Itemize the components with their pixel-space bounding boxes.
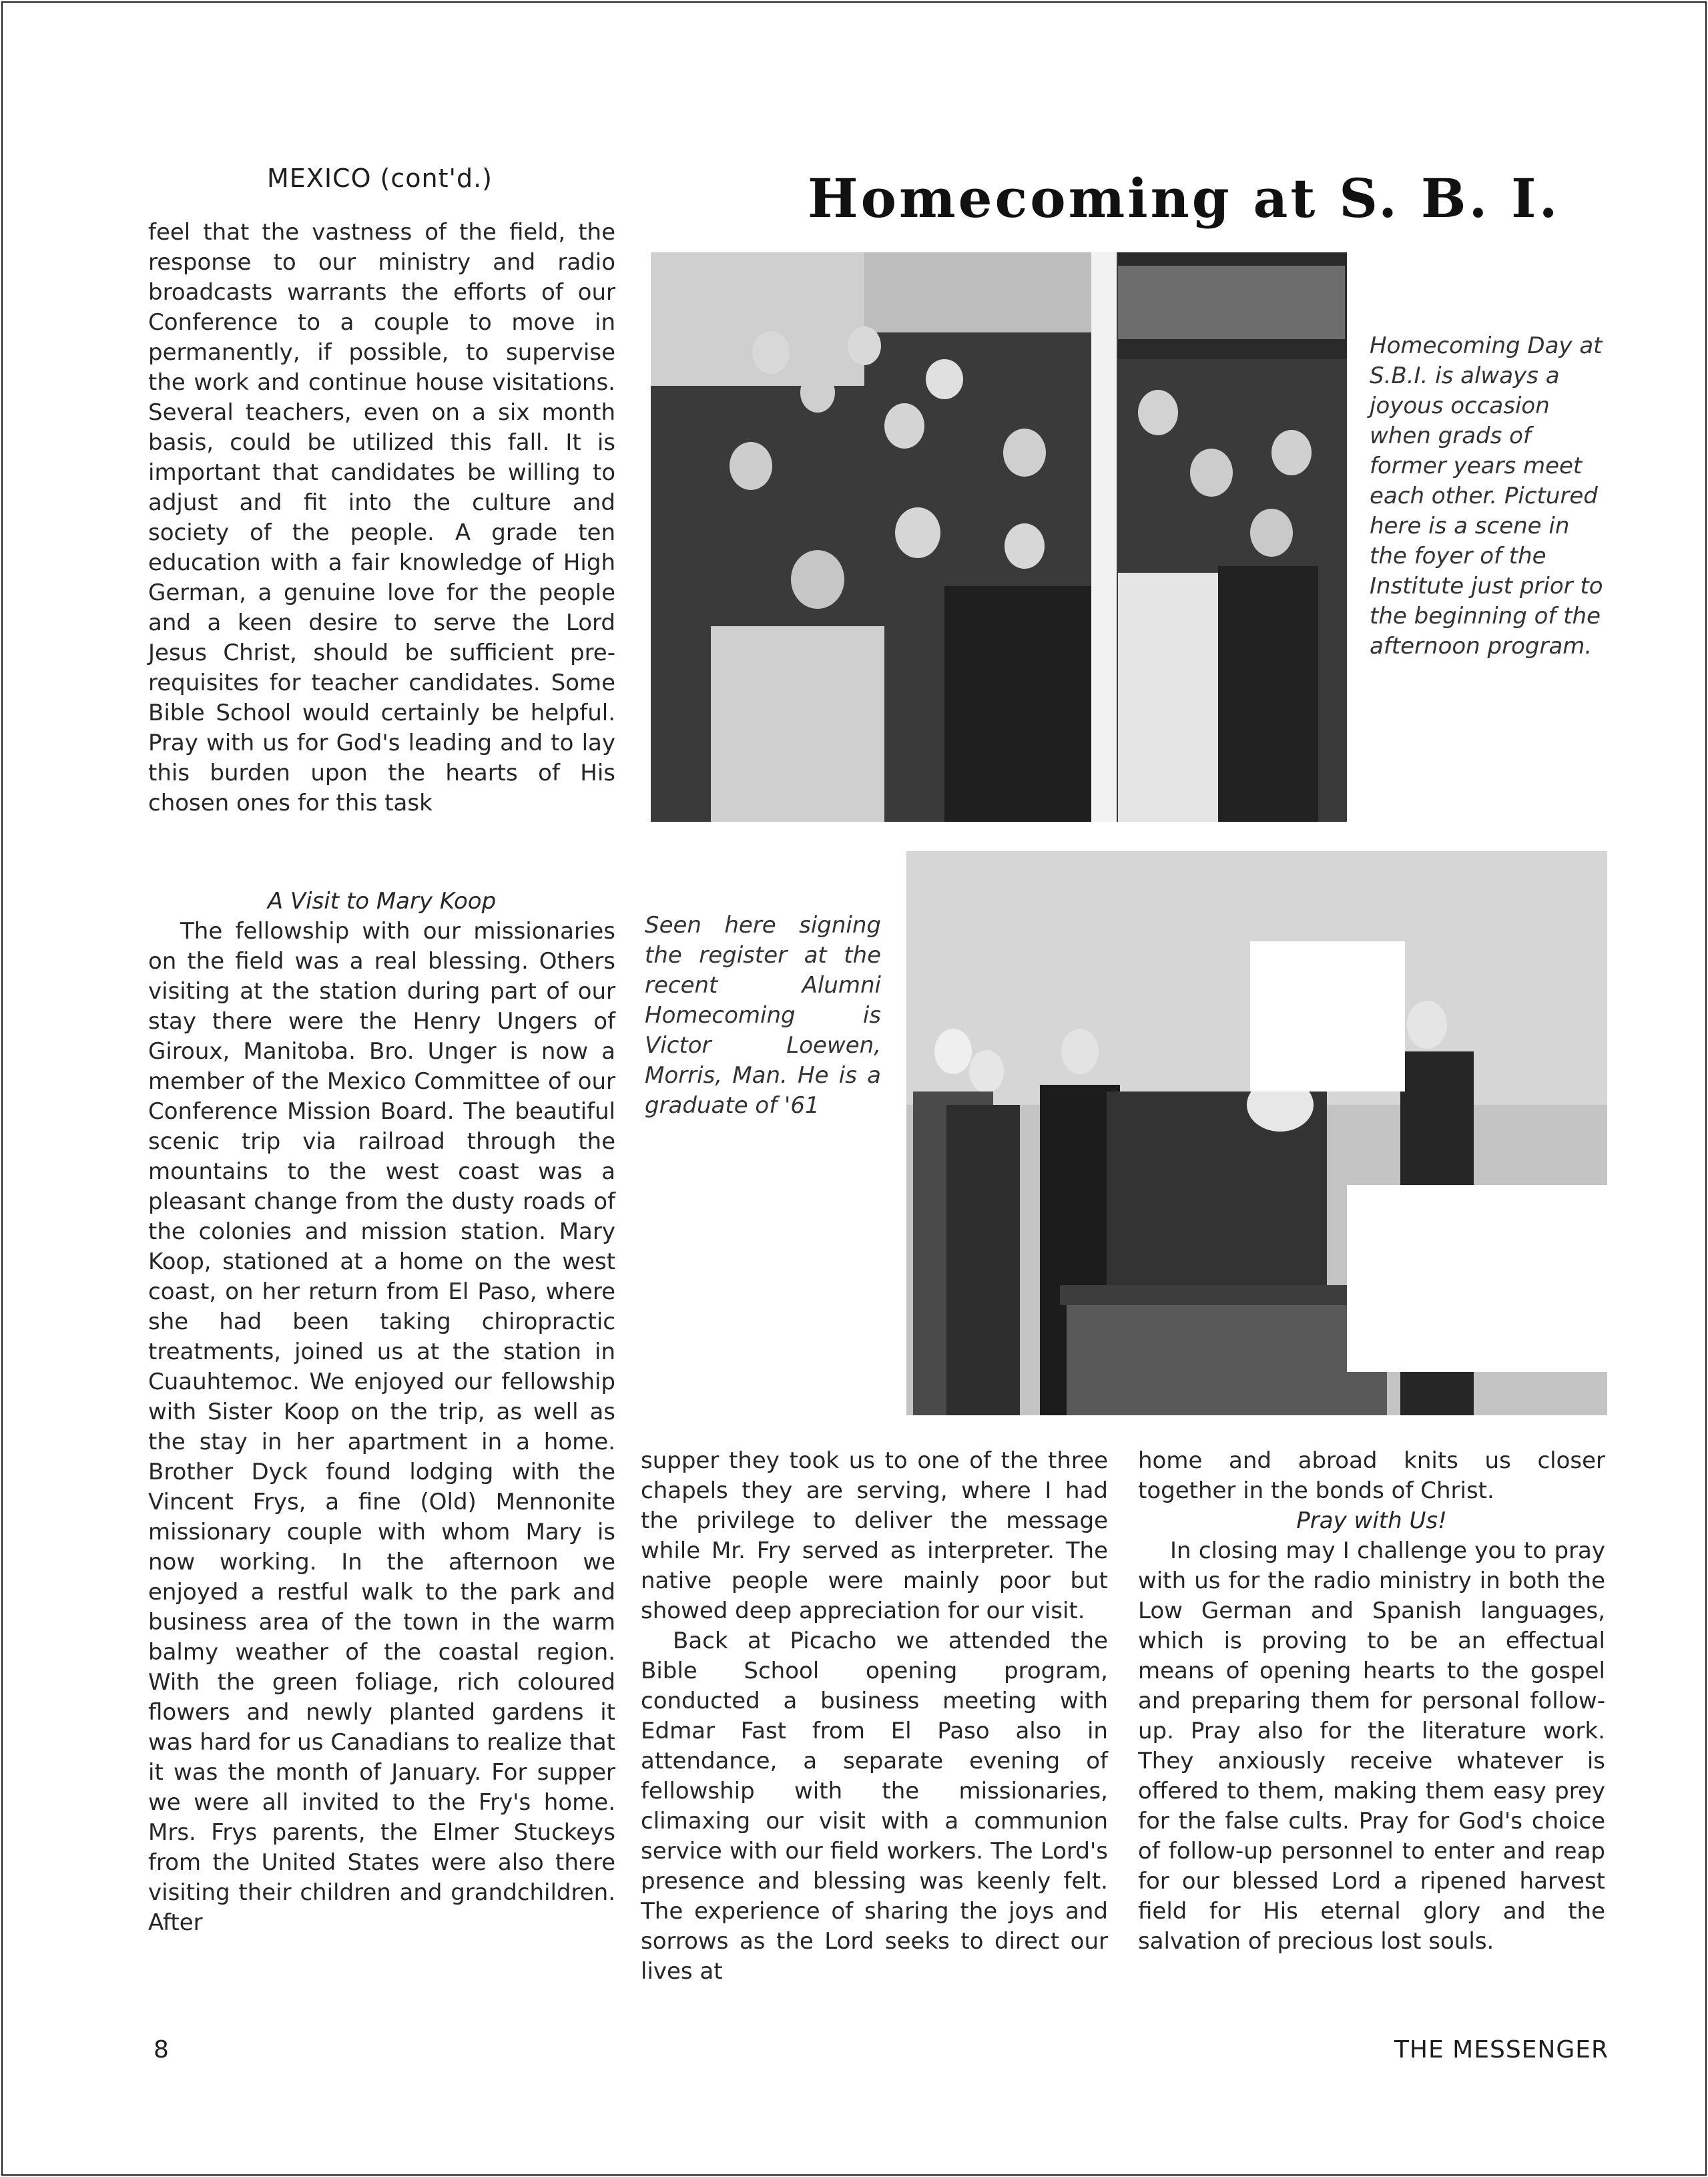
left-column-top bbox=[148, 218, 615, 818]
left-paragraph-1: feel that the vastness of the field, the response to our ministry and radio broadcasts warrants the efforts of our Conference to a couple to move in permanently, if possible, to supervise the work and continue house visitations. Several teachers, even on a six month basis, could be utilized this fall. It is important that candidates be willing to adjust and fit into the culture and society of the people. A grade ten education with a fair knowledge of High German, a genuine love for the people and a keen desire to serve the Lord Jesus Christ, should be sufficient pre-requisites for teacher candidates. Some Bible School would certainly be helpful. Pray with us for God's leading and to lay this burden upon the hearts of His chosen ones for this task bbox=[148, 219, 615, 816]
right-paragraph-2: In closing may I challenge you to pray with us for the radio ministry in both the Low German and Spanish languages, which is proving to be an effectual means of opening hearts to the gospel and preparing them for personal follow-up. Pray also for the literature work. They anxiously receive whatever is offered to them, making them easy prey for the false cults. Pray for God's choice of follow-up personnel to enter and reap for our blessed Lord a ripened harvest field for His eternal glory and the salvation of precious lost souls. bbox=[1138, 1537, 1605, 1955]
redaction-block bbox=[1347, 1185, 1607, 1372]
pray-subhead: Pray with Us! bbox=[1296, 1507, 1447, 1534]
middle-paragraph-1: supper they took us to one of the three chapels they are serving, where I had the privilege to deliver the message while Mr. Fry served as interpreter. The native people were mainly poor but showed deep appreciation for our visit. bbox=[641, 1447, 1108, 1624]
continued-header: MEXICO (cont'd.) bbox=[267, 164, 493, 193]
right-paragraph-1: home and abroad knits us closer together in the bonds of Christ. bbox=[1138, 1447, 1605, 1504]
foyer-crowd-photo bbox=[651, 252, 1347, 822]
middle-column bbox=[641, 1446, 1108, 1987]
middle-paragraph-2: Back at Picacho we attended the Bible School opening program, conducted a business meeting with Edmar Fast from El Paso also in attendance, a separate evening of fellowship with the missionaries, climaxing our visit with a communion service with our field workers. The Lord's presence and blessing was keenly felt. The experience of sharing the joys and sorrows as the Lord seeks to direct our lives at bbox=[641, 1628, 1108, 1985]
publication-name: THE MESSENGER bbox=[1394, 2036, 1609, 2064]
register-signing-photo bbox=[906, 851, 1607, 1415]
page-headline: Homecoming at S. B. I. bbox=[808, 167, 1560, 230]
redaction-block bbox=[1250, 941, 1405, 1092]
left-column-bottom bbox=[148, 887, 615, 1938]
visit-subhead: A Visit to Mary Koop bbox=[267, 888, 497, 915]
photo-caption-register: Seen here signing the register at the recent Alumni Homecoming is Victor Loewen, Morris, Man. He is a graduate of '61 bbox=[645, 912, 881, 1119]
page-number: 8 bbox=[154, 2036, 169, 2064]
photo-caption-foyer: Homecoming Day at S.B.I. is always a joyous occasion when grads of former years meet each other. Pictured here is a scene in the foyer of the Institute just prior to the beginning of the afternoon program. bbox=[1370, 332, 1603, 660]
right-column bbox=[1138, 1446, 1605, 1957]
left-paragraph-2: The fellowship with our missionaries on the field was a real blessing. Others visiting at the station during part of our stay there were the Henry Ungers of Giroux, Manitoba. Bro. Unger is now a member of the Mexico Committee of our Conference Mission Board. The beautiful scenic trip via railroad through the mountains to the west coast was a pleasant change from the dusty roads of the colonies and mission station. Mary Koop, stationed at a home on the west coast, on her return from El Paso, where she had been taking chiropractic treatments, joined us at the station in Cuauhtemoc. We enjoyed our fellowship with Sister Koop on the trip, as well as the stay in her apartment in a home. Brother Dyck found lodging with the Vincent Frys, a fine (Old) Mennonite missionary couple with whom Mary is now working. In the afternoon we enjoyed a restful walk to the park and business area of the town in the warm balmy weather of the coastal region. With the green foliage, rich coloured flowers and newly planted gardens it was hard for us Canadians to realize that it was the month of January. For supper we were all invited to the Fry's home. Mrs. Frys parents, the Elmer Stuckeys from the United States were also there visiting their children and grandchildren. After bbox=[148, 918, 615, 1936]
